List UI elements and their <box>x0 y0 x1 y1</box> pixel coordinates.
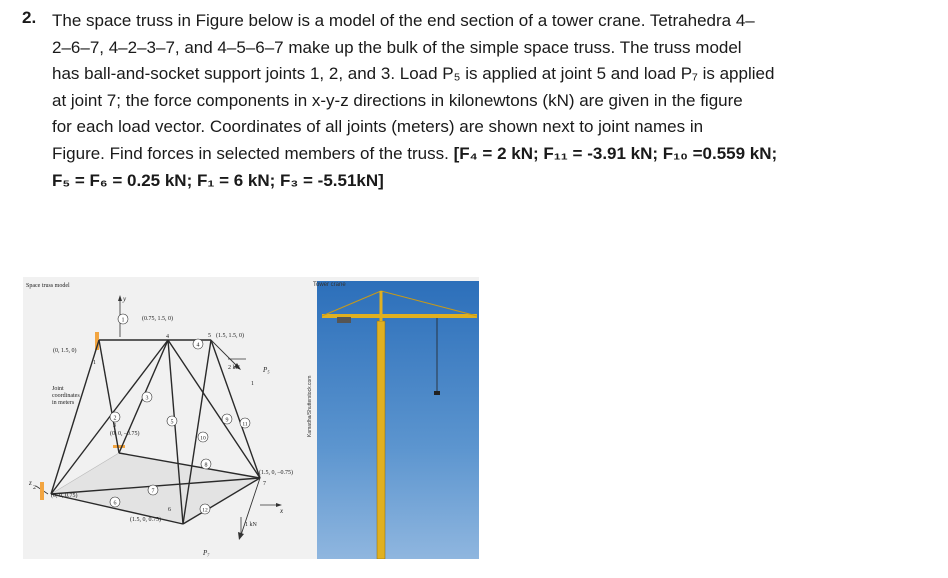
load-p5-label: P₅ <box>263 366 270 374</box>
crane-counterweight <box>337 317 351 323</box>
crane-tie-right <box>381 291 477 316</box>
member-label-4 <box>193 339 203 349</box>
joint-5-coord: (1.5, 1.5, 0) <box>216 333 244 339</box>
svg-text:2: 2 <box>113 415 117 422</box>
member-label-7 <box>148 485 158 495</box>
svg-text:11: 11 <box>242 421 248 428</box>
svg-text:12: 12 <box>202 507 208 514</box>
y-axis-arrowhead <box>118 295 122 301</box>
statement-line: 2–6–7, 4–2–3–7, and 4–5–6–7 make up the bulk of the simple space truss. The truss model <box>52 37 742 57</box>
right-figure-title: Tower crane <box>313 282 346 288</box>
y-axis-label: y <box>123 295 127 303</box>
truss-figure <box>23 277 479 559</box>
statement-line: for each load vector. Coordinates of all joints (meters) are shown next to joint names in <box>52 117 704 137</box>
member-label-1 <box>118 314 128 324</box>
z-axis-label: z <box>29 479 32 487</box>
svg-text:10: 10 <box>200 435 206 442</box>
joint-6-coord: (1.5, 0, 0.75) <box>130 517 161 523</box>
left-figure-title: Space truss model <box>26 283 70 289</box>
load-p5-comp: 1 <box>251 381 254 387</box>
svg-text:1: 1 <box>121 317 125 324</box>
member-label-9 <box>222 414 232 424</box>
coords-note-line: coordinates <box>52 393 80 399</box>
crane-illustration <box>317 281 479 559</box>
load-p7-value: 1 kN <box>245 522 257 528</box>
joint-4-coord: (0.75, 1.5, 0) <box>142 316 173 322</box>
answer-line-1: [F₄ = 2 kN; F₁₁ = -3.91 kN; F₁₀ =0.559 kN; <box>453 143 778 163</box>
svg-text:3: 3 <box>145 395 149 402</box>
svg-text:7: 7 <box>151 488 155 495</box>
svg-text:4: 4 <box>196 342 200 349</box>
crane-tie-left <box>322 291 381 316</box>
support-joint-3 <box>113 445 125 448</box>
member-label-8 <box>201 459 211 469</box>
joint-5-id: 5 <box>208 333 211 339</box>
problem-statement <box>52 8 812 194</box>
member-label-3 <box>142 392 152 402</box>
problem-number: 2. <box>22 8 37 27</box>
member-11 <box>211 340 260 478</box>
svg-text:8: 8 <box>204 462 208 469</box>
joint-3-id: 3 <box>113 423 116 429</box>
joint-1-id: 1 <box>93 360 96 366</box>
crane-mast <box>377 321 385 559</box>
coords-note-line: in meters <box>52 400 75 406</box>
statement-line: The space truss in Figure below is a model of the end section of a tower crane. Tetrahedra 4– <box>52 11 755 30</box>
svg-text:6: 6 <box>113 500 117 507</box>
load-p5-value: 2 kN <box>228 365 240 371</box>
member-label-5 <box>167 416 177 426</box>
space-truss-diagram <box>23 277 323 559</box>
statement-line <box>52 141 812 168</box>
joint-3-coord: (0, 0, –0.75) <box>110 431 140 437</box>
support-joint-2 <box>40 482 44 500</box>
joint-2-coord: (0, 0, 0.75) <box>51 493 78 499</box>
statement-line: at joint 7; the force components in x-y-z directions in kilonewtons (kN) are given in the figure <box>52 90 743 110</box>
photo-credit: Kamadha/Shutterstock.com <box>307 375 313 437</box>
x-axis-label: x <box>280 507 284 515</box>
statement-text: Figure. Find forces in selected members of the truss. <box>52 143 454 163</box>
crane-hook <box>434 391 440 395</box>
member-label-2 <box>110 412 120 422</box>
joint-7-id: 7 <box>263 481 266 487</box>
joint-7-coord: (1.5, 0, –0.75) <box>259 470 293 476</box>
member-9 <box>168 340 260 478</box>
statement-line <box>52 168 812 195</box>
tower-crane-photo <box>317 281 479 559</box>
load-p5-arrow <box>211 340 238 367</box>
coords-note-line: Joint <box>52 386 64 392</box>
statement-line: has ball-and-socket support joints 1, 2, and 3. Load P₅ is applied at joint 5 and load P₇ is applied <box>52 64 775 84</box>
joint-2-id: 2 <box>33 485 36 491</box>
member-label-10 <box>198 432 208 442</box>
member-label-12 <box>200 504 210 514</box>
joint-6-id: 6 <box>168 507 171 513</box>
load-p7-label: P₇ <box>203 549 210 557</box>
member-label-6 <box>110 497 120 507</box>
member-label-11 <box>240 418 250 428</box>
svg-text:5: 5 <box>170 419 174 426</box>
answer-line-2: F₅ = F₆ = 0.25 kN; F₁ = 6 kN; F₃ = -5.51kN] <box>52 170 384 190</box>
joint-1-coord: (0, 1.5, 0) <box>53 348 77 354</box>
joint-4-id: 4 <box>166 334 169 340</box>
svg-text:9: 9 <box>225 417 229 424</box>
